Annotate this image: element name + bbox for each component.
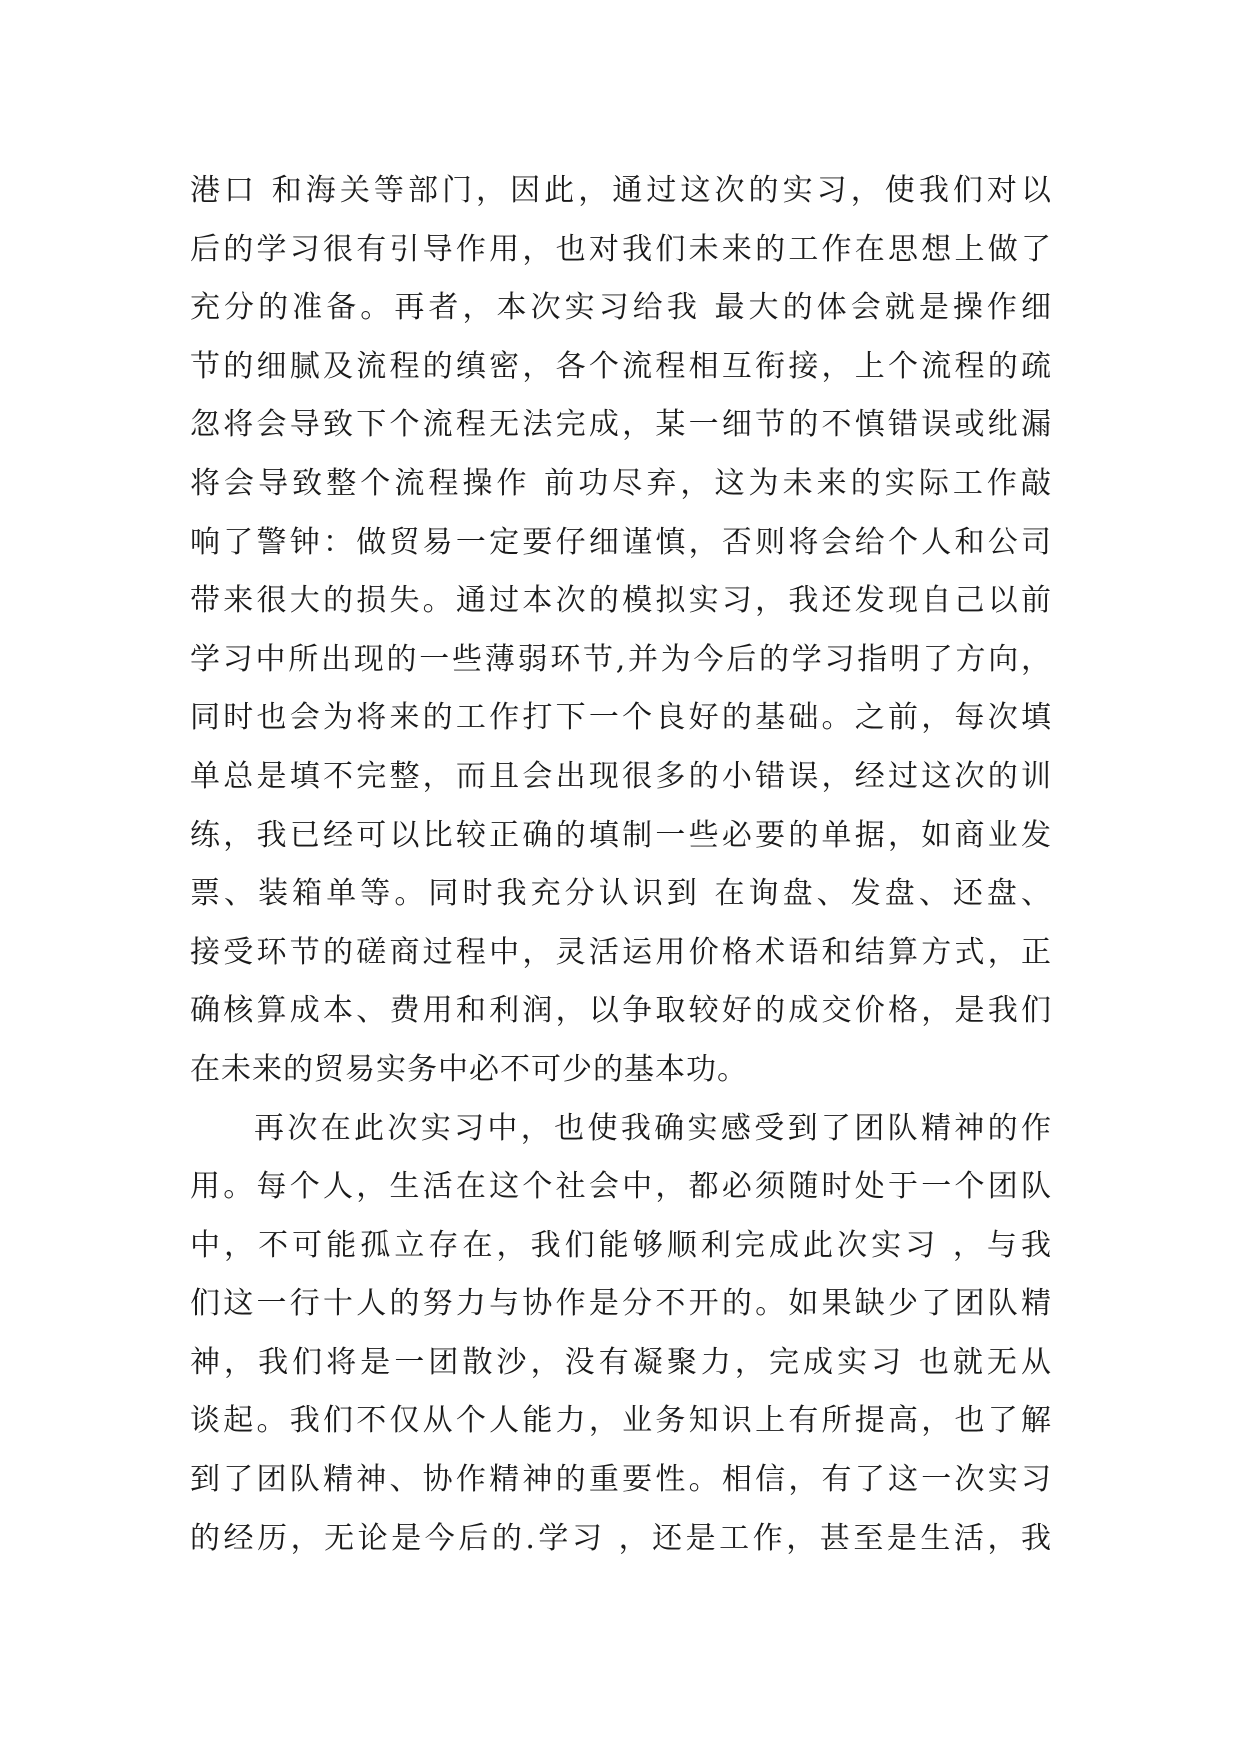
text-line: 单总是填不完整，而且会出现很多的小错误，经过这次的训 [190,758,1052,794]
text-line: 学习中所出现的一些薄弱环节,并为今后的学习指明了方向， [190,641,1052,677]
text-line: 谈起。我们不仅从个人能力，业务知识上有所提高，也了解 [190,1403,1052,1439]
paragraph-start-line: 再次在此次实习中，也使我确实感受到了团队精神的作 [254,1110,1052,1146]
text-line: 票、装箱单等。同时我充分认识到 在询盘、发盘、还盘、 [190,876,1052,912]
text-line: 将会导致整个流程操作 前功尽弃，这为未来的实际工作敲 [190,465,1052,501]
text-line: 充分的准备。再者，本次实习给我 最大的体会就是操作细 [190,290,1052,326]
text-line: 同时也会为将来的工作打下一个良好的基础。之前，每次填 [190,700,1052,736]
text-line: 神，我们将是一团散沙，没有凝聚力，完成实习 也就无从 [190,1344,1052,1380]
text-line: 在未来的贸易实务中必不可少的基本功。 [190,1051,748,1087]
text-line: 的经历，无论是今后的.学习 ，还是工作，甚至是生活，我 [190,1520,1052,1556]
text-line: 接受环节的磋商过程中，灵活运用价格术语和结算方式，正 [190,934,1052,970]
text-line: 港口 和海关等部门，因此，通过这次的实习，使我们对以 [190,173,1052,208]
text-line: 用。每个人，生活在这个社会中，都必须随时处于一个团队 [190,1169,1052,1205]
text-line: 练，我已经可以比较正确的填制一些必要的单据，如商业发 [190,817,1052,853]
text-line: 响了警钟：做贸易一定要仔细谨慎，否则将会给个人和公司 [190,524,1052,560]
text-line: 中，不可能孤立存在，我们能够顺利完成此次实习 ，与我 [190,1227,1052,1263]
body-text [190,162,1052,1568]
text-line: 带来很大的损失。通过本次的模拟实习，我还发现自己以前 [190,583,1052,619]
text-line: 们这一行十人的努力与协作是分不开的。如果缺少了团队精 [190,1286,1052,1322]
text-line: 确核算成本、费用和利润，以争取较好的成交价格，是我们 [190,993,1052,1029]
text-line: 后的学习很有引导作用，也对我们未来的工作在思想上做了 [190,231,1052,267]
text-line: 忽将会导致下个流程无法完成，某一细节的不慎错误或纰漏 [190,407,1052,443]
text-line: 节的细腻及流程的缜密，各个流程相互衔接，上个流程的疏 [190,348,1052,384]
text-line: 到了团队精神、协作精神的重要性。相信，有了这一次实习 [190,1462,1052,1498]
